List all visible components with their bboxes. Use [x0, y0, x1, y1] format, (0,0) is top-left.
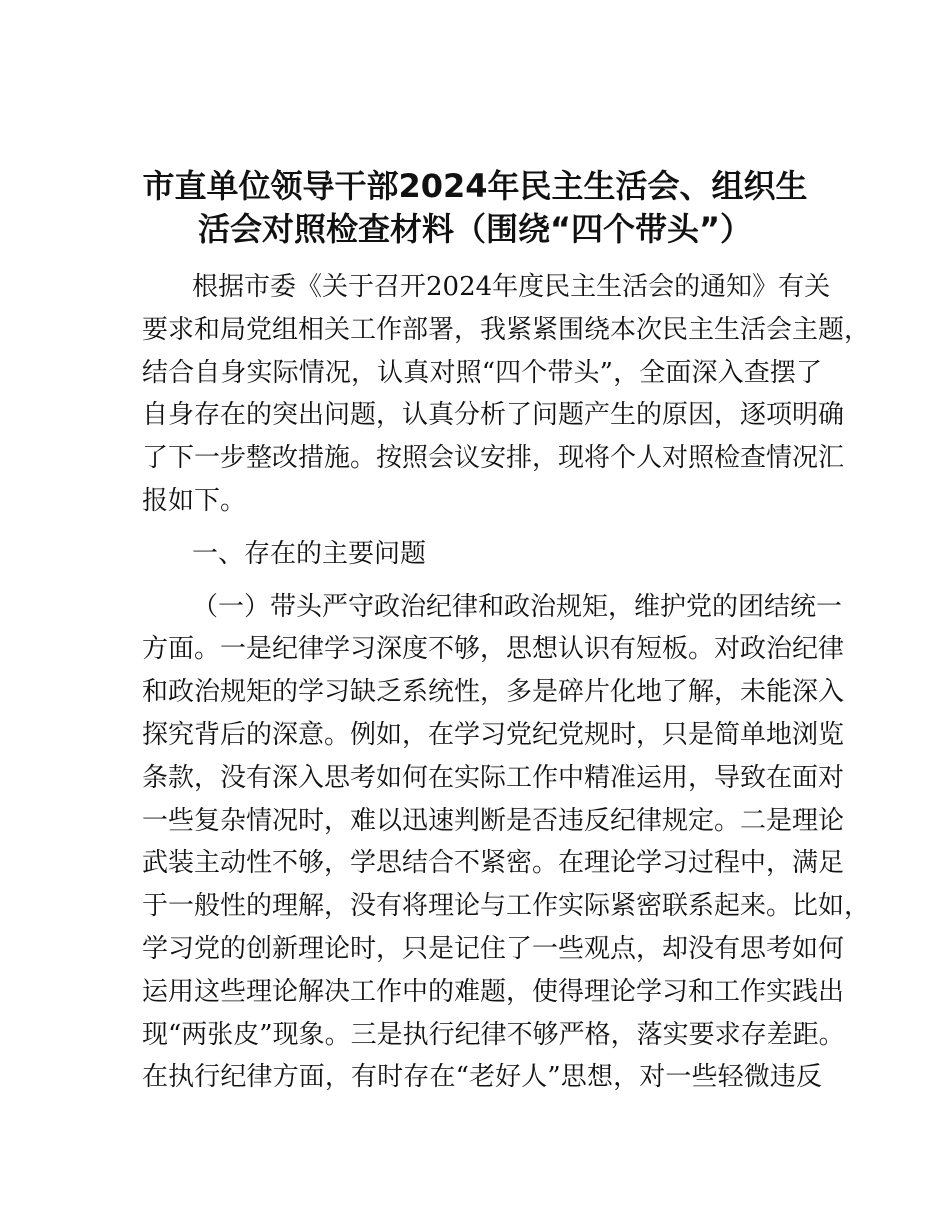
- body-text-line: 探究背后的深意。例如，在学习党纪党规时，只是简单地浏览: [142, 719, 845, 750]
- body-text-line: 报如下。: [142, 485, 247, 516]
- body-text-line: 要求和局党组相关工作部署，我紧紧围绕本次民主生活会主题，: [142, 314, 871, 345]
- body-text-line: 运用这些理论解决工作中的难题，使得理论学习和工作实践出: [142, 976, 845, 1007]
- body-text-line: （一）带头严守政治纪律和政治规矩，维护党的团结统一: [192, 591, 843, 622]
- body-text-line: 条款，没有深入思考如何在实际工作中精准运用，导致在面对: [142, 762, 845, 793]
- title-line: 活会对照检查材料（围绕“四个带头”）: [197, 210, 753, 248]
- body-text-line: 和政治规矩的学习缺乏系统性，多是碎片化地了解，未能深入: [142, 677, 845, 708]
- body-text-line: 一些复杂情况时，难以迅速判断是否违反纪律规定。二是理论: [142, 805, 845, 836]
- body-text-line: 武装主动性不够，学思结合不紧密。在理论学习过程中，满足: [142, 848, 845, 879]
- body-text-line: 根据市委《关于召开2024年度民主生活会的通知》有关: [192, 272, 831, 302]
- body-text-line: 现“两张皮”现象。三是执行纪律不够严格，落实要求存差距。: [142, 1019, 845, 1050]
- section-heading: 一、存在的主要问题: [192, 538, 427, 569]
- document-title: [0, 165, 950, 251]
- body-text-line: 自身存在的突出问题，认真分析了问题产生的原因，逐项明确: [142, 400, 845, 431]
- body-text-line: 在执行纪律方面，有时存在“老好人”思想，对一些轻微违反: [142, 1062, 822, 1093]
- document-body: [142, 266, 871, 1099]
- body-text-line: 于一般性的理解，没有将理论与工作实际紧密联系起来。比如，: [142, 891, 871, 922]
- body-text-line: 结合自身实际情况，认真对照“四个带头”，全面深入查摆了: [142, 357, 822, 388]
- body-text-line: 方面。一是纪律学习深度不够，思想认识有短板。对政治纪律: [142, 634, 845, 665]
- title-line: 市直单位领导干部2024年民主生活会、组织生: [142, 167, 808, 205]
- body-text-line: 学习党的创新理论时，只是记住了一些观点，却没有思考如何: [142, 933, 845, 964]
- body-text-line: 了下一步整改措施。按照会议安排，现将个人对照检查情况汇: [142, 443, 845, 474]
